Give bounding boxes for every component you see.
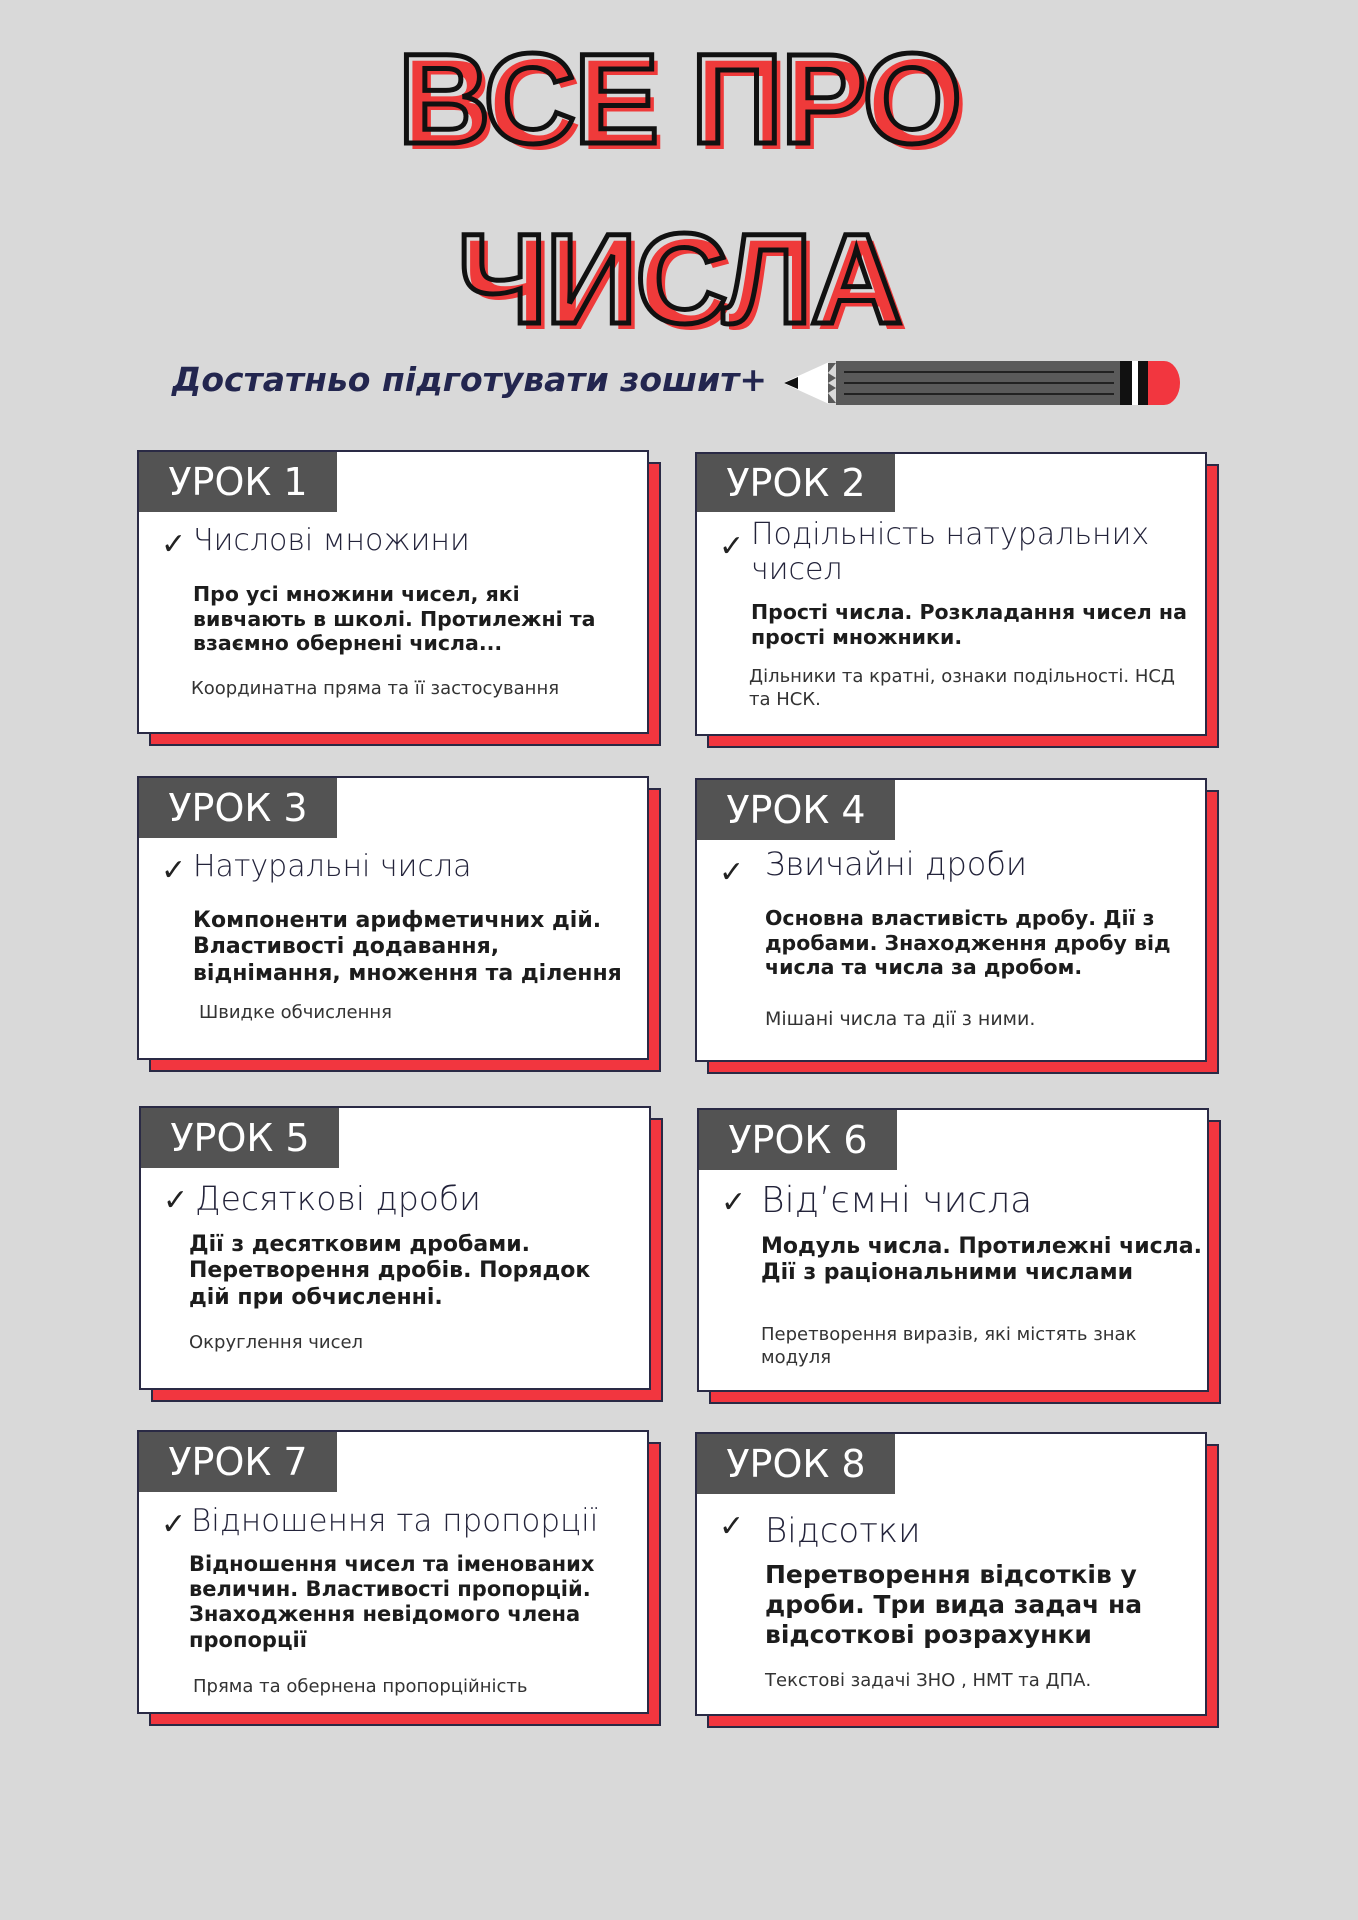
subtitle: Достатньо підготувати зошит+ — [172, 360, 767, 399]
check-icon: ✓ — [721, 1185, 747, 1220]
lesson-card-2 — [695, 452, 1207, 736]
lesson-card-3 — [137, 776, 649, 1060]
pencil-icon — [784, 358, 1180, 408]
lesson-tag: УРОК 5 — [141, 1108, 339, 1168]
lesson-tag: УРОК 2 — [697, 454, 895, 512]
lesson-extra: Координатна пряма та її застосування — [191, 678, 560, 699]
card-face — [137, 1430, 649, 1714]
check-icon: ✓ — [163, 1183, 189, 1218]
lesson-extra: Пряма та обернена пропорційність — [193, 1676, 528, 1697]
check-icon: ✓ — [719, 529, 745, 564]
check-icon: ✓ — [161, 853, 187, 888]
lesson-topic: Десяткові дроби — [195, 1179, 481, 1218]
card-face — [137, 776, 649, 1060]
lesson-description: Основна властивість дробу. Дії з дробами. Знаходження дробу від числа та числа за дробом. — [765, 906, 1171, 980]
lesson-extra: Швидке обчислення — [199, 1002, 392, 1023]
page-title-line-1: ВСЕ ПРО — [397, 28, 961, 171]
page-title-line-2: ЧИСЛА — [457, 208, 901, 351]
lesson-topic: Відношення та пропорції — [191, 1503, 599, 1539]
lesson-topic: Відсотки — [765, 1511, 921, 1551]
lesson-description: Дії з десятковим дробами. Перетворення дробів. Порядок дій при обчисленні. — [189, 1232, 591, 1310]
lesson-extra: Перетворення виразів, які містять знак модуля — [761, 1324, 1137, 1368]
lesson-extra: Дільники та кратні, ознаки подільності. НСД та НСК. — [749, 666, 1175, 710]
check-icon: ✓ — [161, 1507, 187, 1542]
lesson-topic: Від’ємні числа — [761, 1180, 1033, 1221]
lesson-card-4 — [695, 778, 1207, 1062]
lesson-tag: УРОК 6 — [699, 1110, 897, 1170]
lesson-tag: УРОК 7 — [139, 1432, 337, 1492]
check-icon: ✓ — [161, 527, 187, 562]
lesson-description: Відношення чисел та іменованих величин. Властивості пропорцій. Знаходження невідомого члена пропорції — [189, 1552, 595, 1652]
card-face — [697, 1108, 1209, 1392]
lesson-card-6 — [697, 1108, 1209, 1392]
lesson-description: Перетворення відсотків у дроби. Три вида задач на відсоткові розрахунки — [765, 1560, 1143, 1649]
lesson-topic: Звичайні дроби — [765, 845, 1027, 883]
card-face — [695, 1432, 1207, 1716]
lesson-description: Прості числа. Розкладання чисел на прості множники. — [751, 600, 1187, 649]
card-face — [695, 778, 1207, 1062]
lesson-tag: УРОК 3 — [139, 778, 337, 838]
lesson-card-7 — [137, 1430, 649, 1714]
check-icon: ✓ — [719, 1509, 745, 1544]
lesson-card-1 — [137, 450, 649, 734]
check-icon: ✓ — [719, 855, 745, 890]
lesson-tag: УРОК 4 — [697, 780, 895, 840]
card-face — [137, 450, 649, 734]
lesson-description: Компоненти арифметичних дій. Властивості додавання, віднімання, множення та ділення — [193, 908, 622, 986]
card-face — [695, 452, 1207, 736]
lesson-card-8 — [695, 1432, 1207, 1716]
lesson-tag: УРОК 8 — [697, 1434, 895, 1494]
card-face — [139, 1106, 651, 1390]
lesson-description: Про усі множини чисел, які вивчають в школі. Протилежні та взаємно обернені числа... — [193, 582, 596, 656]
lesson-description: Модуль числа. Протилежні числа. Дії з раціональними числами — [761, 1234, 1202, 1286]
lesson-tag: УРОК 1 — [139, 452, 337, 512]
lesson-card-5 — [139, 1106, 651, 1390]
lesson-extra: Округлення чисел — [189, 1332, 364, 1353]
lesson-topic: Числові множини — [193, 523, 470, 558]
lesson-extra: Мішані числа та дії з ними. — [765, 1008, 1036, 1030]
lesson-topic: Натуральні числа — [193, 849, 472, 884]
lesson-topic: Подільність натуральних чисел — [751, 517, 1150, 587]
lesson-extra: Текстові задачі ЗНО , НМТ та ДПА. — [765, 1670, 1092, 1691]
